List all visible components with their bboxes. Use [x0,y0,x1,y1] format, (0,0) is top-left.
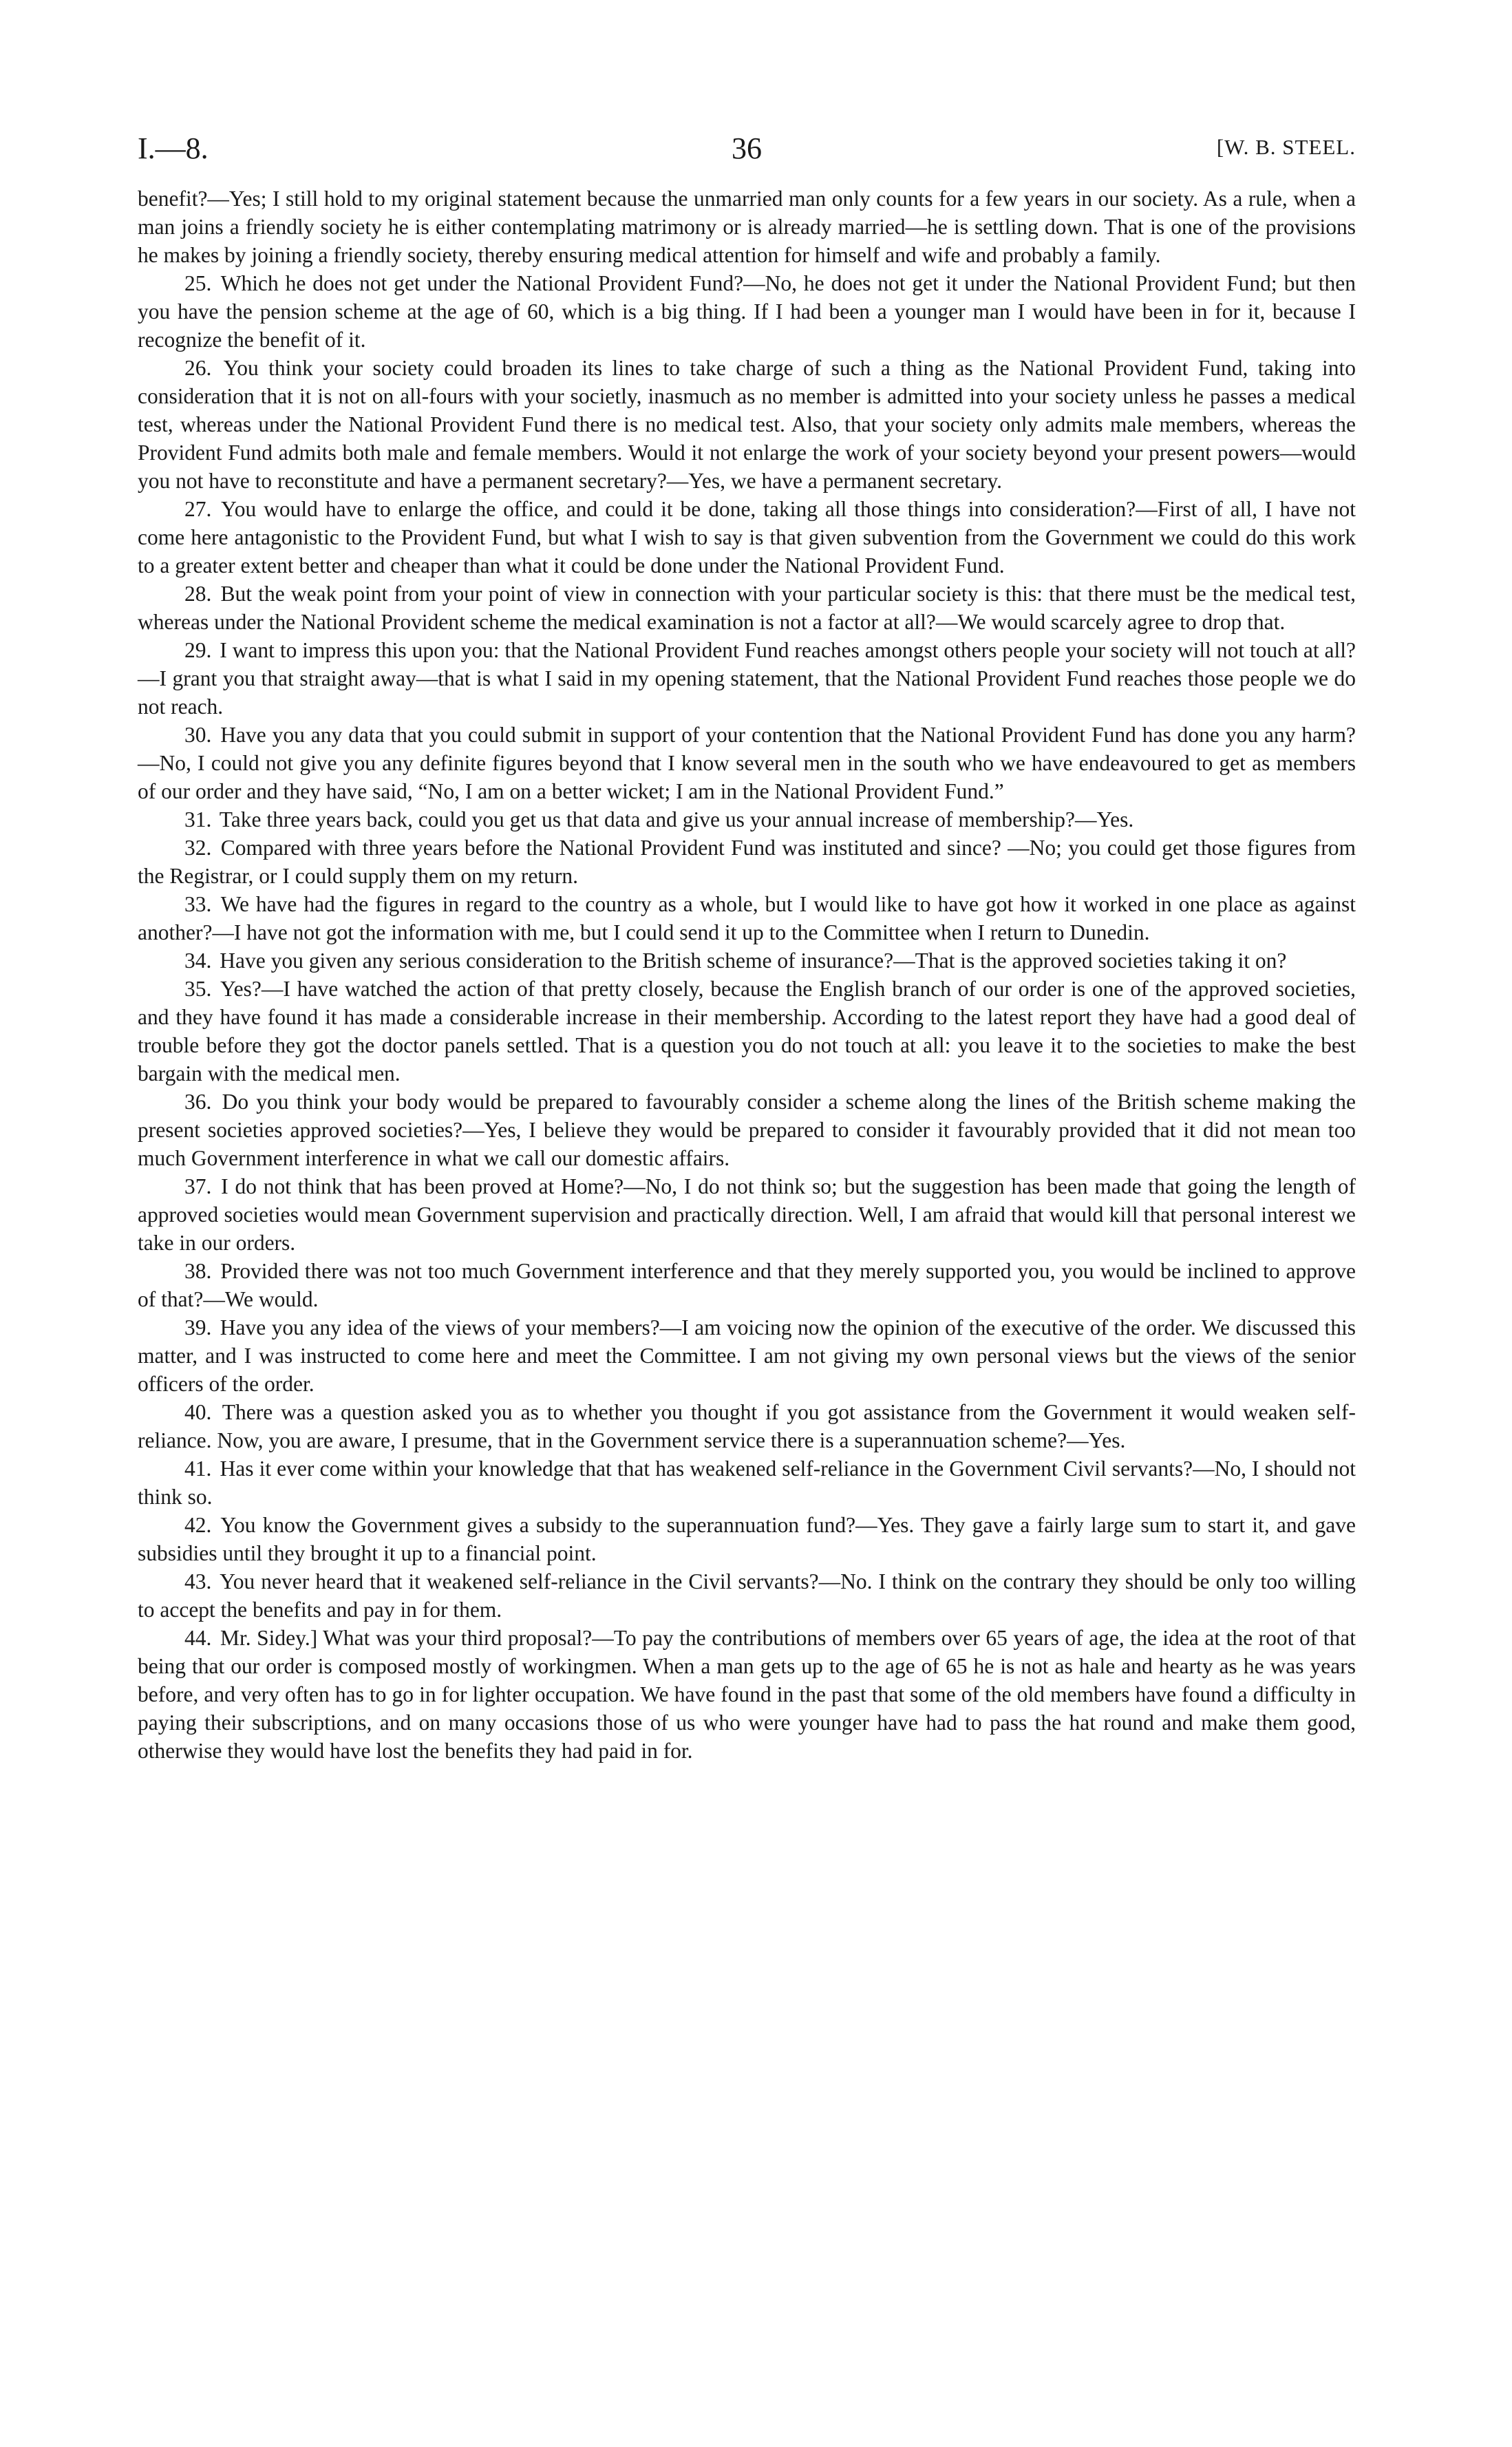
page-number: 36 [732,131,762,165]
paragraph-text: I do not think that has been proved at Home?—No, I do not think so; but the suggestion has been made that going the length of approved societies would mean Government supervision and practically direction. Well, I am afraid that would kill that personal interest we take in our orders. [138,1174,1356,1255]
paragraph-text: Has it ever come within your knowledge that that has weakened self-reliance in the Government Civil servants?—No, I should not think so. [138,1456,1356,1509]
paragraph-continued [138,184,1356,269]
question-paragraph-39 [138,1313,1356,1398]
paragraph-text: Mr. Sidey.] What was your third proposal?—To pay the contributions of members over 65 years of age, the idea at the root of that being that our order is composed mostly of workingmen. When a man gets up to the age of 65 he is not as hale and hearty as he was years before, and very often has to go in for lighter occupation. We have found in the past that some of the old members have found a difficulty in paying their subscriptions, and on many occasions those of us who were younger have had to pass the hat round and make them good, otherwise they would have lost the benefits they had paid in for. [138,1626,1356,1763]
question-paragraph-32 [138,834,1356,890]
question-number: 25. [184,271,212,295]
question-paragraph-42 [138,1511,1356,1567]
paragraph-text: Take three years back, could you get us that data and give us your annual increase of membership?—Yes. [219,807,1134,831]
paragraph-text: Which he does not get under the National Provident Fund?—No, he does not get it under the National Provident Fund; but then you have the pension scheme at the age of 60, which is a big thing. If I had been a younger man I would have been in for it, because I recognize the benefit of it. [138,271,1356,352]
question-number: 31. [184,807,212,831]
question-number: 41. [184,1456,212,1481]
question-paragraph-27 [138,495,1356,580]
paragraph-text: We have had the figures in regard to the country as a whole, but I would like to have got how it worked in one place as against another?—I have not got the information with me, but I could send it up to the Committee when I return to Dunedin. [138,892,1356,944]
question-paragraph-36 [138,1088,1356,1172]
paragraph-text: Have you given any serious consideration to the British scheme of insurance?—That is the approved societies taking it on? [220,949,1287,973]
paragraph-text: You never heard that it weakened self-reliance in the Civil servants?—No. I think on the contrary they should be only too willing to accept the benefits and pay in for them. [138,1569,1356,1622]
question-paragraph-35 [138,975,1356,1088]
question-number: 43. [184,1569,212,1593]
paragraph-text: Provided there was not too much Government interference and that they merely supported you, you would be inclined to approve of that?—We would. [138,1259,1356,1311]
question-number: 29. [184,638,212,662]
paragraph-text: I want to impress this upon you: that the National Provident Fund reaches amongst others people your society will not touch at all?—I grant you that straight away—that is what I said in my opening statement, that the National Provident Fund reaches those people we do not reach. [138,638,1356,719]
question-paragraph-31 [138,805,1356,834]
question-paragraph-41 [138,1454,1356,1511]
paragraph-text: benefit?—Yes; I still hold to my original statement because the unmarried man only counts for a few years in our society. As a rule, when a man joins a friendly society he is either contemplating matrimony or is already married—he is settling down. That is one of the provisions he makes by joining a friendly society, thereby ensuring medical attention for himself and wife and probably a family. [138,187,1356,267]
question-number: 33. [184,892,212,916]
question-number: 26. [184,356,212,380]
question-number: 39. [184,1315,212,1339]
question-paragraph-44 [138,1624,1356,1765]
question-number: 28. [184,582,212,606]
question-number: 34. [184,949,212,973]
document-page [138,131,1356,1765]
paragraph-text: But the weak point from your point of view in connection with your particular society is this: that there must be the medical test, whereas under the National Provident scheme the medical examination is not a factor at all?—We would scarcely agree to drop that. [138,582,1356,634]
page-header [138,131,1356,179]
question-paragraph-33 [138,890,1356,946]
question-paragraph-28 [138,580,1356,636]
question-number: 40. [184,1400,212,1424]
paragraph-text: Do you think your body would be prepared to favourably consider a scheme along the lines of the British scheme making the present societies approved societies?—Yes, I believe they would be prepared to consider it favourably provided that it did not mean too much Government interference in what we call our domestic affairs. [138,1090,1356,1170]
question-number: 36. [184,1090,212,1114]
paragraph-text: You know the Government gives a subsidy to the superannuation fund?—Yes. They gave a fairly large sum to start it, and gave subsidies until they brought it up to a financial point. [138,1513,1356,1565]
question-number: 38. [184,1259,212,1283]
question-paragraph-29 [138,636,1356,721]
question-number: 35. [184,977,212,1001]
question-paragraph-26 [138,354,1356,495]
question-number: 30. [184,723,212,747]
question-paragraph-34 [138,946,1356,975]
paragraph-text: Compared with three years before the National Provident Fund was instituted and since? —No; you could get those figures from the Registrar, or I could supply them on my return. [138,836,1356,888]
question-paragraph-40 [138,1398,1356,1454]
paragraph-text: There was a question asked you as to whether you thought if you got assistance from the Government it would weaken self-reliance. Now, you are aware, I presume, that in the Government service there is a superannuation scheme?—Yes. [138,1400,1356,1452]
paragraph-text: Yes?—I have watched the action of that pretty closely, because the English branch of our order is one of the approved societies, and they have found it has made a considerable increase in their membership. According to the latest report they have had a good deal of trouble before they got the doctor panels settled. That is a question you do not touch at all: you leave it to the societies to make the best bargain with the medical men. [138,977,1356,1085]
question-number: 42. [184,1513,212,1537]
paragraph-text: Have you any data that you could submit in support of your contention that the National Provident Fund has done you any harm?—No, I could not give you any definite figures beyond that I know several men in the south who we have endeavoured to get as members of our order and they have said, “No, I am on a better wicket; I am in the National Provident Fund.” [138,723,1356,803]
question-number: 32. [184,836,212,860]
evidence-text [138,184,1356,1765]
question-number: 27. [184,497,212,521]
question-paragraph-37 [138,1172,1356,1257]
paragraph-text: You think your society could broaden its lines to take charge of such a thing as the National Provident Fund, taking into consideration that it is not on all-fours with your societly, inasmuch as no member is admitted into your society unless he passes a medical test, whereas under the National Provident Fund there is no medical test. Also, that your society only admits male members, whereas the Provident Fund admits both male and female members. Would it not enlarge the work of your society beyond your present powers—would you not have to reconstitute and have a permanent secretary?—Yes, we have a permanent secretary. [138,356,1356,493]
witness-name: [W. B. STEEL. [1216,135,1356,159]
document-reference: I.—8. [138,131,209,165]
question-paragraph-30 [138,721,1356,805]
question-paragraph-43 [138,1567,1356,1624]
question-paragraph-25 [138,269,1356,354]
paragraph-text: Have you any idea of the views of your members?—I am voicing now the opinion of the executive of the order. We discussed this matter, and I was instructed to come here and meet the Committee. I am not giving my own personal views but the views of the senior officers of the order. [138,1315,1356,1396]
paragraph-text: You would have to enlarge the office, and could it be done, taking all those things into consideration?—First of all, I have not come here antagonistic to the Provident Fund, but what I wish to say is that given subvention from the Government we could do this work to a greater extent better and cheaper than what it could be done under the National Provident Fund. [138,497,1356,578]
question-number: 37. [184,1174,212,1198]
question-paragraph-38 [138,1257,1356,1313]
question-number: 44. [184,1626,212,1650]
